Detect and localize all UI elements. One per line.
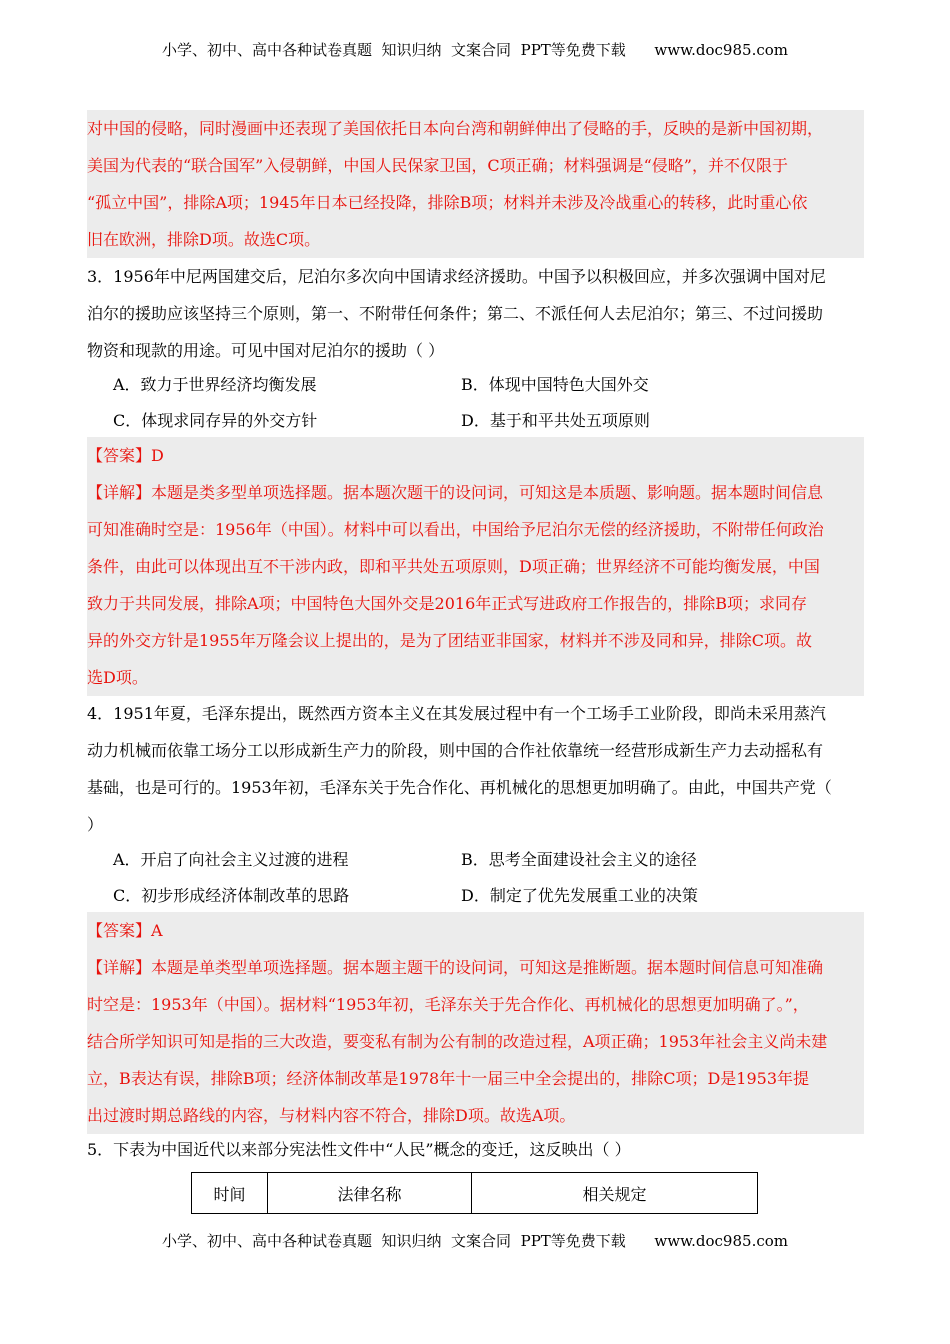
text-line: 3．1956年中尼两国建交后，尼泊尔多次向中国请求经济援助。中国予以积极回应，并多次强调中国对尼 [87, 267, 826, 286]
q5-table [191, 1172, 758, 1214]
page-footer: 小学、初中、高中各种试卷真题 知识归纳 文案合同 PPT等免费下载 www.doc985.com [161, 1232, 788, 1250]
q4-option-d: D．制定了优先发展重工业的决策 [461, 886, 698, 905]
q3-options [87, 367, 864, 439]
text-line: “孤立中国”，排除A项；1945年日本已经投降，排除B项；材料并未涉及冷战重心的转移，此时重心依 [87, 193, 808, 212]
q4-options [87, 842, 864, 914]
text-line: 泊尔的援助应该坚持三个原则，第一、不附带任何条件；第二、不派任何人去尼泊尔；第三、不过问援助 [87, 304, 824, 323]
q4-option-a: A．开启了向社会主义过渡的进程 [113, 850, 349, 869]
table-header-row [192, 1173, 758, 1214]
q4-answer: 【答案】A [87, 921, 163, 940]
text-line: 4．1951年夏，毛泽东提出，既然西方资本主义在其发展过程中有一个工场手工业阶段，即尚未采用蒸汽 [87, 704, 826, 723]
text-line: 立，B表达有误，排除B项；经济体制改革是1978年十一届三中全会提出的，排除C项；D是1953年提 [87, 1069, 810, 1088]
text-line: ） [87, 815, 104, 834]
q4-stem [87, 695, 864, 843]
text-line: 异的外交方针是1955年万隆会议上提出的，是为了团结亚非国家，材料并不涉及同和异，排除C项。故 [87, 631, 812, 650]
q3-answer: 【答案】D [87, 446, 164, 465]
text-line: 条件，由此可以体现出互不干涉内政，即和平共处五项原则，D项正确；世界经济不可能均衡发展，中国 [87, 557, 820, 576]
text-line: 5．下表为中国近代以来部分宪法性文件中“人民”概念的变迁，这反映出（ ） [87, 1140, 631, 1159]
q3-option-d: D．基于和平共处五项原则 [461, 411, 650, 430]
text-line: 【详解】本题是单类型单项选择题。据本题主题干的设问词，可知这是推断题。据本题时间信息可知准确 [87, 958, 824, 977]
text-line: 动力机械而依靠工场分工以形成新生产力的阶段，则中国的合作社依靠统一经营形成新生产力去动摇私有 [87, 741, 824, 760]
q3-stem [87, 258, 864, 369]
text-line: 选D项。 [87, 668, 148, 687]
q3-option-b: B．体现中国特色大国外交 [461, 375, 649, 394]
text-line: 基础，也是可行的。1953年初，毛泽东关于先合作化、再机械化的思想更加明确了。由此，中国共产党（ [87, 778, 832, 797]
text-line: 致力于共同发展，排除A项；中国特色大国外交是2016年正式写进政府工作报告的，排除B项；求同存 [87, 594, 808, 613]
q4-answer-block [87, 912, 864, 1134]
text-line: 对中国的侵略，同时漫画中还表现了美国依托日本向台湾和朝鲜伸出了侵略的手，反映的是新中国初期， [87, 119, 824, 138]
text-line: 物资和现款的用途。可见中国对尼泊尔的援助（ ） [87, 341, 445, 360]
q2-explanation [87, 110, 864, 258]
q3-option-a: A．致力于世界经济均衡发展 [113, 375, 317, 394]
text-line: 旧在欧洲，排除D项。故选C项。 [87, 230, 321, 249]
table-header-cell: 时间 [192, 1173, 268, 1214]
table-header-cell: 法律名称 [268, 1173, 472, 1214]
text-line: 美国为代表的“联合国军”入侵朝鲜，中国人民保家卫国，C项正确；材料强调是“侵略”，并不仅限于 [87, 156, 788, 175]
q4-option-b: B．思考全面建设社会主义的途径 [461, 850, 697, 869]
q5-stem [87, 1131, 864, 1168]
page-header: 小学、初中、高中各种试卷真题 知识归纳 文案合同 PPT等免费下载 www.doc985.com [161, 41, 788, 59]
table-header-cell: 相关规定 [472, 1173, 758, 1214]
text-line: 可知准确时空是：1956年（中国）。材料中可以看出，中国给予尼泊尔无偿的经济援助，不附带任何政治 [87, 520, 824, 539]
text-line: 出过渡时期总路线的内容，与材料内容不符合，排除D项。故选A项。 [87, 1106, 576, 1125]
text-line: 结合所学知识可知是指的三大改造，要变私有制为公有制的改造过程，A项正确；1953年社会主义尚未建 [87, 1032, 828, 1051]
text-line: 【详解】本题是类多型单项选择题。据本题次题干的设问词，可知这是本质题、影响题。据本题时间信息 [87, 483, 824, 502]
text-line: 时空是：1953年（中国）。据材料“1953年初，毛泽东关于先合作化、再机械化的思想更加明确了。”， [87, 995, 809, 1014]
q4-option-c: C．初步形成经济体制改革的思路 [113, 886, 350, 905]
q3-answer-block [87, 437, 864, 696]
q3-option-c: C．体现求同存异的外交方针 [113, 411, 318, 430]
